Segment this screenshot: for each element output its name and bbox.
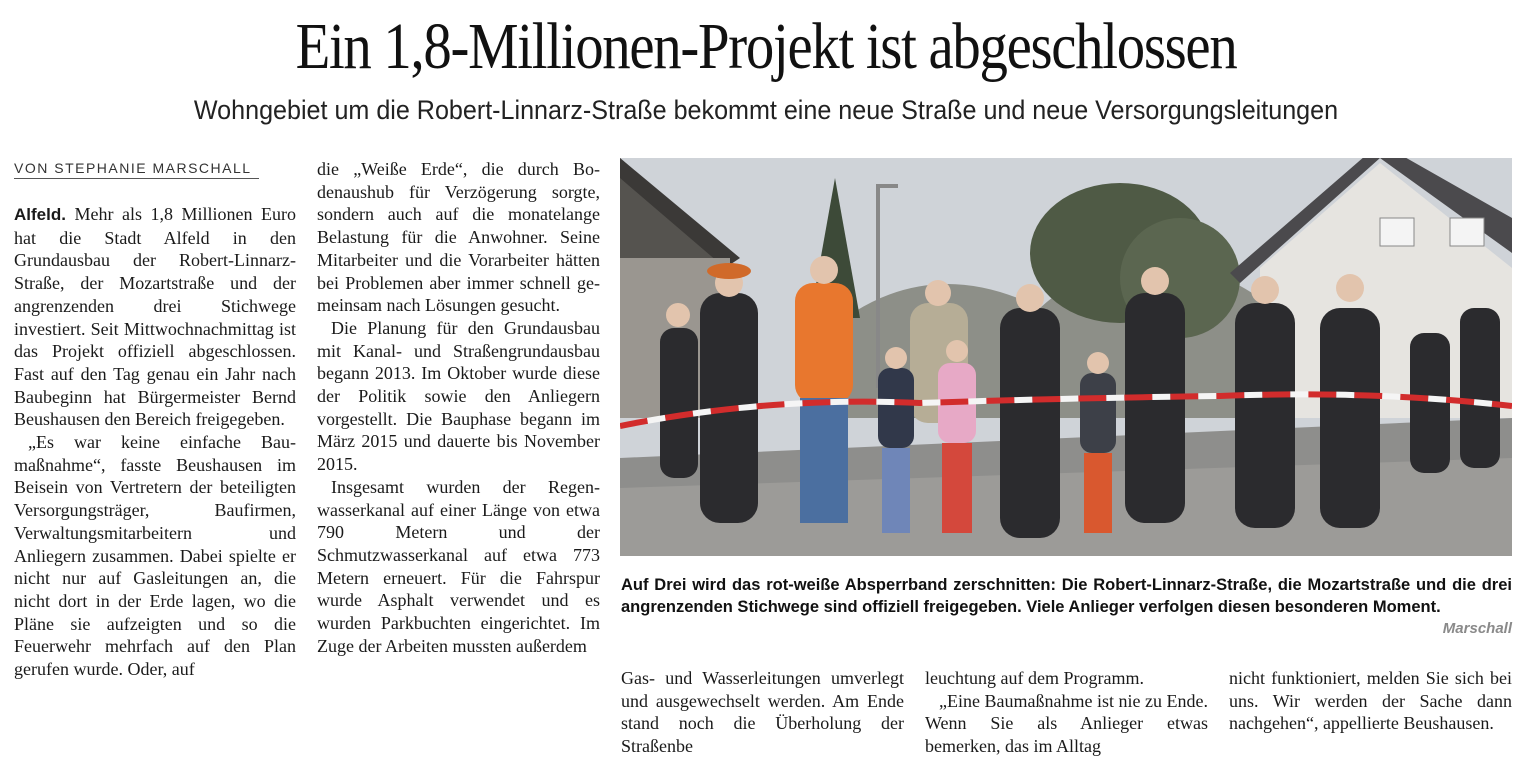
paragraph: „Eine Baumaßnahme ist nie zu Ende. Wenn Sie als Anlieger etwas bemerken, das im Alltag	[925, 690, 1208, 757]
dateline: Alfeld.	[14, 205, 66, 224]
text-column-3	[621, 667, 904, 758]
paragraph-text: Mehr als 1,8 Millionen Euro hat die Stadt Alfeld in den Grundausbau der Robert-Linnarz-Straße, der Mozartstraße und der angrenzenden drei Stichwege investiert. Seit Mittwochnachmittag ist das Projekt offiziell abgeschlossen. Fast auf den Tag genau ein Jahr nach Baubeginn hat Bürgermeister Bernd Beushausen den Bereich freigegeben.	[14, 204, 296, 430]
headline: Ein 1,8-Millionen-Projekt ist abgeschlossen	[295, 10, 1237, 83]
byline: VON STEPHANIE MARSCHALL	[14, 160, 259, 179]
paragraph: Gas- und Wasserleitungen umverlegt und ausgewechselt werden. Am Ende stand noch die Überholung der Straßenbe	[621, 668, 904, 757]
paragraph: Die Planung für den Grundausbau mit Kanal- und Straßengrundausbau begann 2013. Im Oktober wurde diese der Politik sowie den Anliegern vorgestellt. Die Bauphase begann im März 2015 und dauerte bis November 2015.	[317, 317, 600, 475]
ribbon-cutting-photo	[620, 158, 1512, 556]
text-column-1	[14, 203, 296, 681]
text-column-5	[1229, 667, 1512, 735]
text-column-4	[925, 667, 1208, 758]
paragraph: die „Weiße Erde“, die durch Bodenaushub für Verzögerung sorgte, sondern auch auf die monatelange Belastung für die Anwohner. Seine Mitarbeiter und die Vorarbeiter hätten bei Problemen aber immer schnell gemeinsam nach Lösungen gesucht.	[317, 159, 600, 316]
paragraph: Insgesamt wurden der Regenwasserkanal auf einer Länge von etwa 790 Metern und der Schmutzwasserkanal auf etwa 773 Metern erneuert. Für die Fahrspur wurde Asphalt verwendet und es wurden Parkbuchten eingerichtet. Im Zuge der Arbeiten mussten außerdem	[317, 476, 600, 656]
paragraph	[14, 203, 296, 431]
subheadline: Wohngebiet um die Robert-Linnarz-Straße bekommt eine neue Straße und neue Versorgungsleitungen	[193, 95, 1339, 125]
paragraph: nicht funktioniert, melden Sie sich bei uns. Wir werden der Sache dann nachgehen“, appellierte Beushausen.	[1229, 668, 1512, 734]
text-column-2	[317, 158, 600, 657]
photo-credit: Marschall	[1442, 620, 1512, 637]
article-photo	[620, 158, 1512, 556]
paragraph: „Es war keine einfache Baumaßnahme“, fasste Beushausen im Beisein von Vertretern der beteiligten Versorgungsträger, Baufirmen, Verwaltungsmitarbeitern und Anliegern zusammen. Dabei spielte er nicht nur auf Gasleitungen an, die nicht dort in der Erde lagen, wo die Pläne sie aufzeigten und so die Feuerwehr mehrfach auf den Plan gerufen wurde. Oder, auf	[14, 432, 296, 680]
paragraph: leuchtung auf dem Programm.	[925, 668, 1144, 688]
photo-caption: Auf Drei wird das rot-weiße Absperrband zerschnitten: Die Robert-Linnarz-Straße, die Mozartstraße und die drei angrenzenden Stichwege sind offiziell freigegeben. Viele Anlieger verfolgen diesen besonderen Moment.	[621, 576, 1512, 616]
